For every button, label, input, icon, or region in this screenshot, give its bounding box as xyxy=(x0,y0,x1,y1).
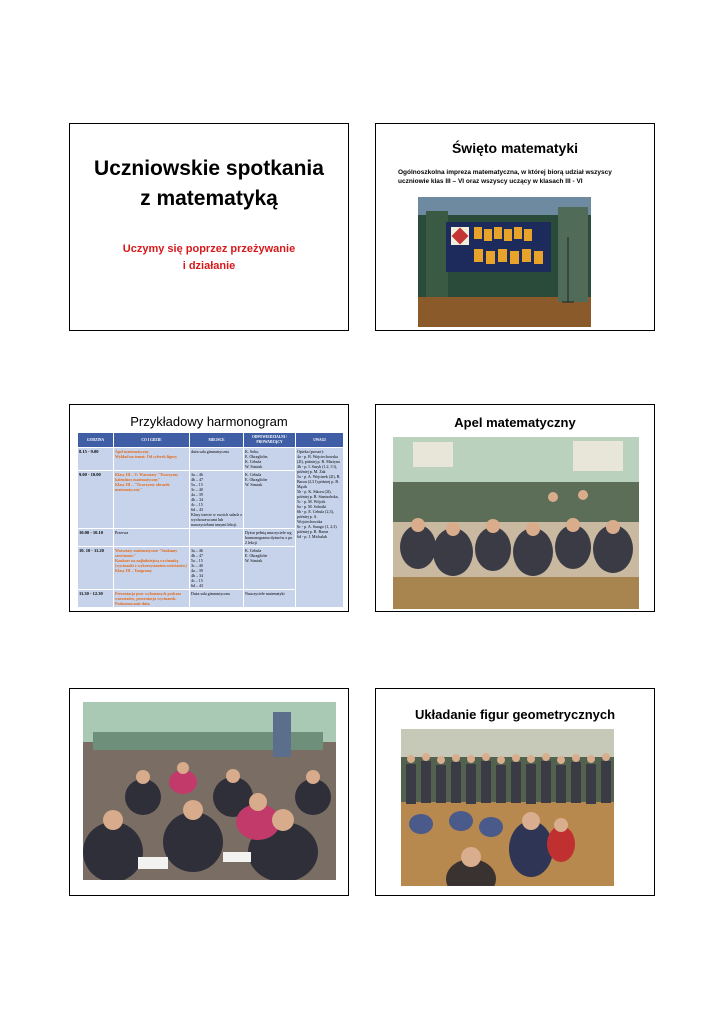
responsible-cell: Nauczyciele matematyki xyxy=(244,590,296,608)
activity-cell: Klasy III – V: Warsztaty "Tworzymy kalendarz matematyczny" Klasy III – "Tworzymy obrazek matematyczny" xyxy=(114,471,190,529)
notes-cell: Opieka (prosze): 4a - p. B. Wojciechowska (2l), później p. B. Martyna 4b - p. I. Sasyk (1,2, 3 l), później p. M. Żak 5a - p. A. Wojcinek (2l), B. Baron (2,3 l) później p. B. Mąsik 5b - p. K. Sikora (2l), później p. B. Stanisobska, 5c - p. M. Wójcik 6a - p. M. Sobotki 6b - p. E. Cebula (2,3), później p. A. Wojciechowska 6c - p. A. Sarago (1, 2,3) później p. B. Baron 6d - p. J. Michalak xyxy=(296,448,344,608)
header-cell: MIEJSCE xyxy=(190,433,244,448)
header-cell: GODZINA xyxy=(78,433,114,448)
activity-cell: Przerwa xyxy=(114,529,190,547)
photo-math-banner xyxy=(418,197,591,327)
slide-1 xyxy=(69,123,349,331)
place-cell: duża sala gimnastyczna xyxy=(190,448,244,471)
responsible-cell: K. Cebula E. Okragliche W. Stasiuk xyxy=(244,471,296,529)
slide-1-subtitle: Uczymy się poprzez przeżywanie i działanie xyxy=(122,243,296,272)
time-cell: 8.15 - 9.00 xyxy=(78,448,114,471)
responsible-cell: K. Cebula E. Okragliche W. Stasiuk xyxy=(244,547,296,590)
photo-geometric-figures xyxy=(401,729,614,886)
place-cell: 3a – 46 4b – 47 5a – 15 3c – 40 4a – 39 4b – 34 4c – 15 6d – 43 Klasy trzecie w swoich salach z wychowawcami lub nauczycielami innymi lekcji. xyxy=(191,472,242,527)
photo-students-writing xyxy=(83,702,336,880)
table-row xyxy=(78,448,344,471)
slide-3 xyxy=(69,404,349,612)
photo-assembly xyxy=(393,437,639,609)
schedule-header-row xyxy=(78,433,344,448)
time-cell: 9.00 - 10.00 xyxy=(78,471,114,529)
activity-cell: Prezentacja prac wykonanych podczas warsztatów, prezentacja wycinanek. Podsumowanie dnia. xyxy=(114,590,190,608)
time-cell: 10.00 - 10.10 xyxy=(78,529,114,547)
place-cell: Duża sala gimnastyczna xyxy=(190,590,244,608)
slide-2-title: Święto matematyki xyxy=(451,140,579,156)
header-cell: CO I GDZIE xyxy=(114,433,190,448)
activity-cell: Apel matematyczny Wykład na temat: Od cyferek figury xyxy=(114,448,190,471)
responsible-cell: Dyżur pełnią nauczyciele wg harmonogramu dyżurów z po 2 lekcji xyxy=(244,529,296,547)
slide-6-title: Układanie figur geometrycznych xyxy=(414,707,616,722)
slide-4-title: Apel matematyczny xyxy=(454,415,576,430)
slide-6 xyxy=(375,688,655,896)
header-cell: UWAGI xyxy=(296,433,344,448)
slide-2-description: Ogólnoszkolna impreza matematyczna, w której biorą udział wszyscy uczniowie klas III – VI oraz wszyscy uczący w klasach III - VI xyxy=(398,169,612,185)
time-cell: 10. 10 - 11.20 xyxy=(78,547,114,590)
place-cell xyxy=(190,529,244,547)
slide-5 xyxy=(69,688,349,896)
slide-3-title: Przykładowy harmonogram xyxy=(130,414,288,429)
place-cell: 3a – 46 4b – 47 5a – 15 3c – 40 4a – 39 4b – 34 4c – 15 6d – 43 xyxy=(190,547,244,590)
time-cell: 11.30 - 12.30 xyxy=(78,590,114,608)
header-cell: ODPOWIEDZIALNI / PROWADZĄCY xyxy=(244,433,296,448)
slide-2 xyxy=(375,123,655,331)
slide-1-title: Uczniowskie spotkania z matematyką xyxy=(94,157,324,210)
slide-4 xyxy=(375,404,655,612)
schedule-table xyxy=(77,432,344,608)
activity-cell: Warsztaty matematyczne "Szukamy sześcianów" Konkurs na najładniejszą wycinankę (wycinanki z wykorzystaniem sześcianów) Klasy III – Tangramy xyxy=(114,547,190,590)
responsible-cell: K. Sobo, E. Okragliche, K. Cebula W. Stasiuk xyxy=(244,448,296,471)
